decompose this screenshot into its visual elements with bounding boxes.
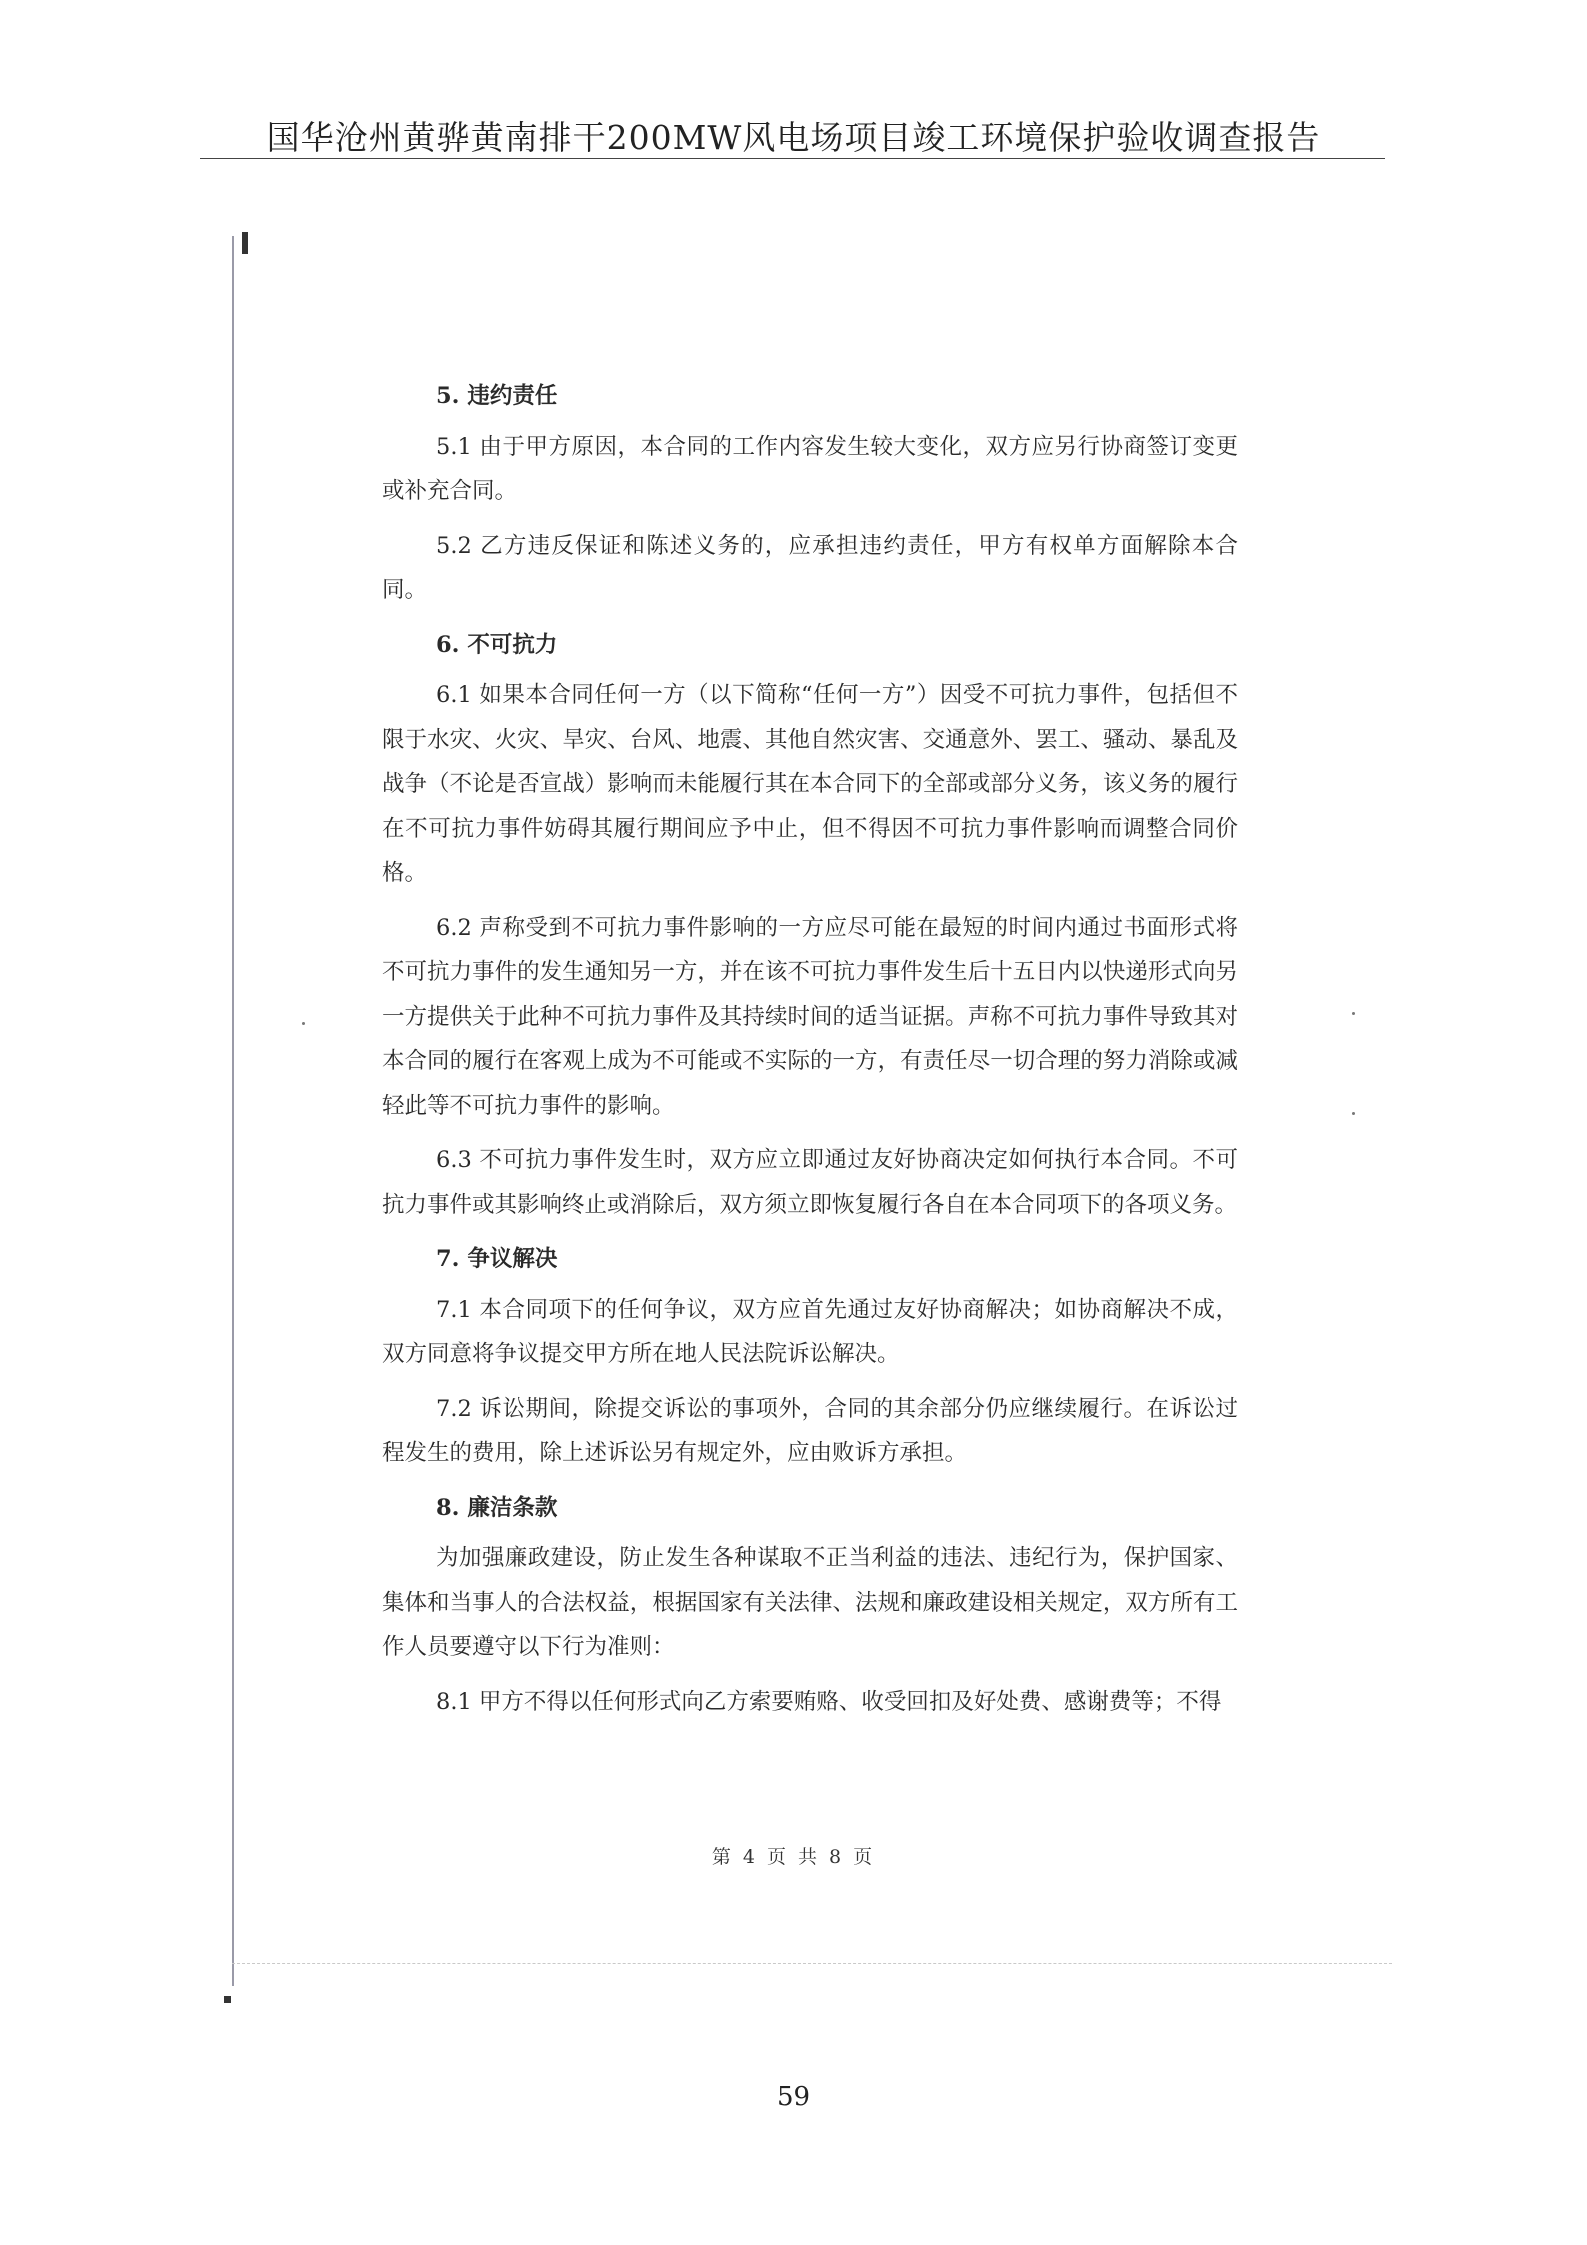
contract-paragraph: 7.2 诉讼期间，除提交诉讼的事项外，合同的其余部分仍应继续履行。在诉讼过程发生的费用，除上述诉讼另有规定外，应由败诉方承担。 <box>382 1395 1238 1466</box>
contract-paragraph: 为加强廉政建设，防止发生各种谋取不正当利益的违法、违纪行为，保护国家、集体和当事人的合法权益，根据国家有关法律、法规和廉政建设相关规定，双方所有工作人员要遵守以下行为准则： <box>382 1545 1238 1660</box>
contract-body <box>382 368 1238 1734</box>
inner-page-label: 第 4 页 共 8 页 <box>711 1846 876 1868</box>
scan-left-edge <box>232 236 234 1986</box>
contract-paragraph: 7.1 本合同项下的任何争议，双方应首先通过友好协商解决；如协商解决不成，双方同意将争议提交甲方所在地人民法院诉讼解决。 <box>382 1296 1238 1367</box>
contract-paragraph: 6.1 如果本合同任何一方（以下简称“任何一方”）因受不可抗力事件，包括但不限于水灾、火灾、旱灾、台风、地震、其他自然灾害、交通意外、罢工、骚动、暴乱及战争（不论是否宣战）影响而未能履行其在本合同下的全部或部分义务，该义务的履行在不可抗力事件妨碍其履行期间应予中止，但不得因不可抗力事件影响而调整合同价格。 <box>382 682 1238 886</box>
contract-paragraph: 8.1 甲方不得以任何形式向乙方索要贿赂、收受回扣及好处费、感谢费等；不得 <box>436 1688 1222 1715</box>
contract-paragraph: 6.2 声称受到不可抗力事件影响的一方应尽可能在最短的时间内通过书面形式将不可抗力事件的发生通知另一方，并在该不可抗力事件发生后十五日内以快递形式向另一方提供关于此种不可抗力事件及其持续时间的适当证据。声称不可抗力事件导致其对本合同的履行在客观上成为不可能或不实际的一方，有责任尽一切合理的努力消除或减轻此等不可抗力事件的影响。 <box>382 914 1238 1119</box>
contract-paragraph: 5.1 由于甲方原因，本合同的工作内容发生较大变化，双方应另行协商签订变更或补充合同。 <box>382 433 1238 504</box>
contract-paragraph: 5.2 乙方违反保证和陈述义务的，应承担违约责任，甲方有权单方面解除本合同。 <box>382 532 1238 603</box>
section-heading: 8. 廉洁条款 <box>436 1494 558 1521</box>
scan-speck <box>1352 1012 1355 1015</box>
scan-speck <box>1352 1112 1355 1115</box>
section-heading: 5. 违约责任 <box>436 383 558 409</box>
section-heading: 6. 不可抗力 <box>436 631 558 658</box>
scan-bottom-edge <box>232 1963 1392 1964</box>
report-header-title: 国华沧州黄骅黄南排干200MW风电场项目竣工环境保护验收调查报告 <box>266 118 1321 157</box>
contract-paragraph: 6.3 不可抗力事件发生时，双方应立即通过友好协商决定如何执行本合同。不可抗力事件或其影响终止或消除后，双方须立即恢复履行各自在本合同项下的各项义务。 <box>382 1147 1238 1218</box>
scan-mark-top <box>242 232 248 254</box>
section-heading: 7. 争议解决 <box>436 1246 558 1272</box>
page-number: 59 <box>776 2082 811 2112</box>
scan-mark-bottom <box>224 1996 231 2003</box>
scan-speck <box>302 1022 305 1025</box>
header-divider <box>200 158 1385 159</box>
